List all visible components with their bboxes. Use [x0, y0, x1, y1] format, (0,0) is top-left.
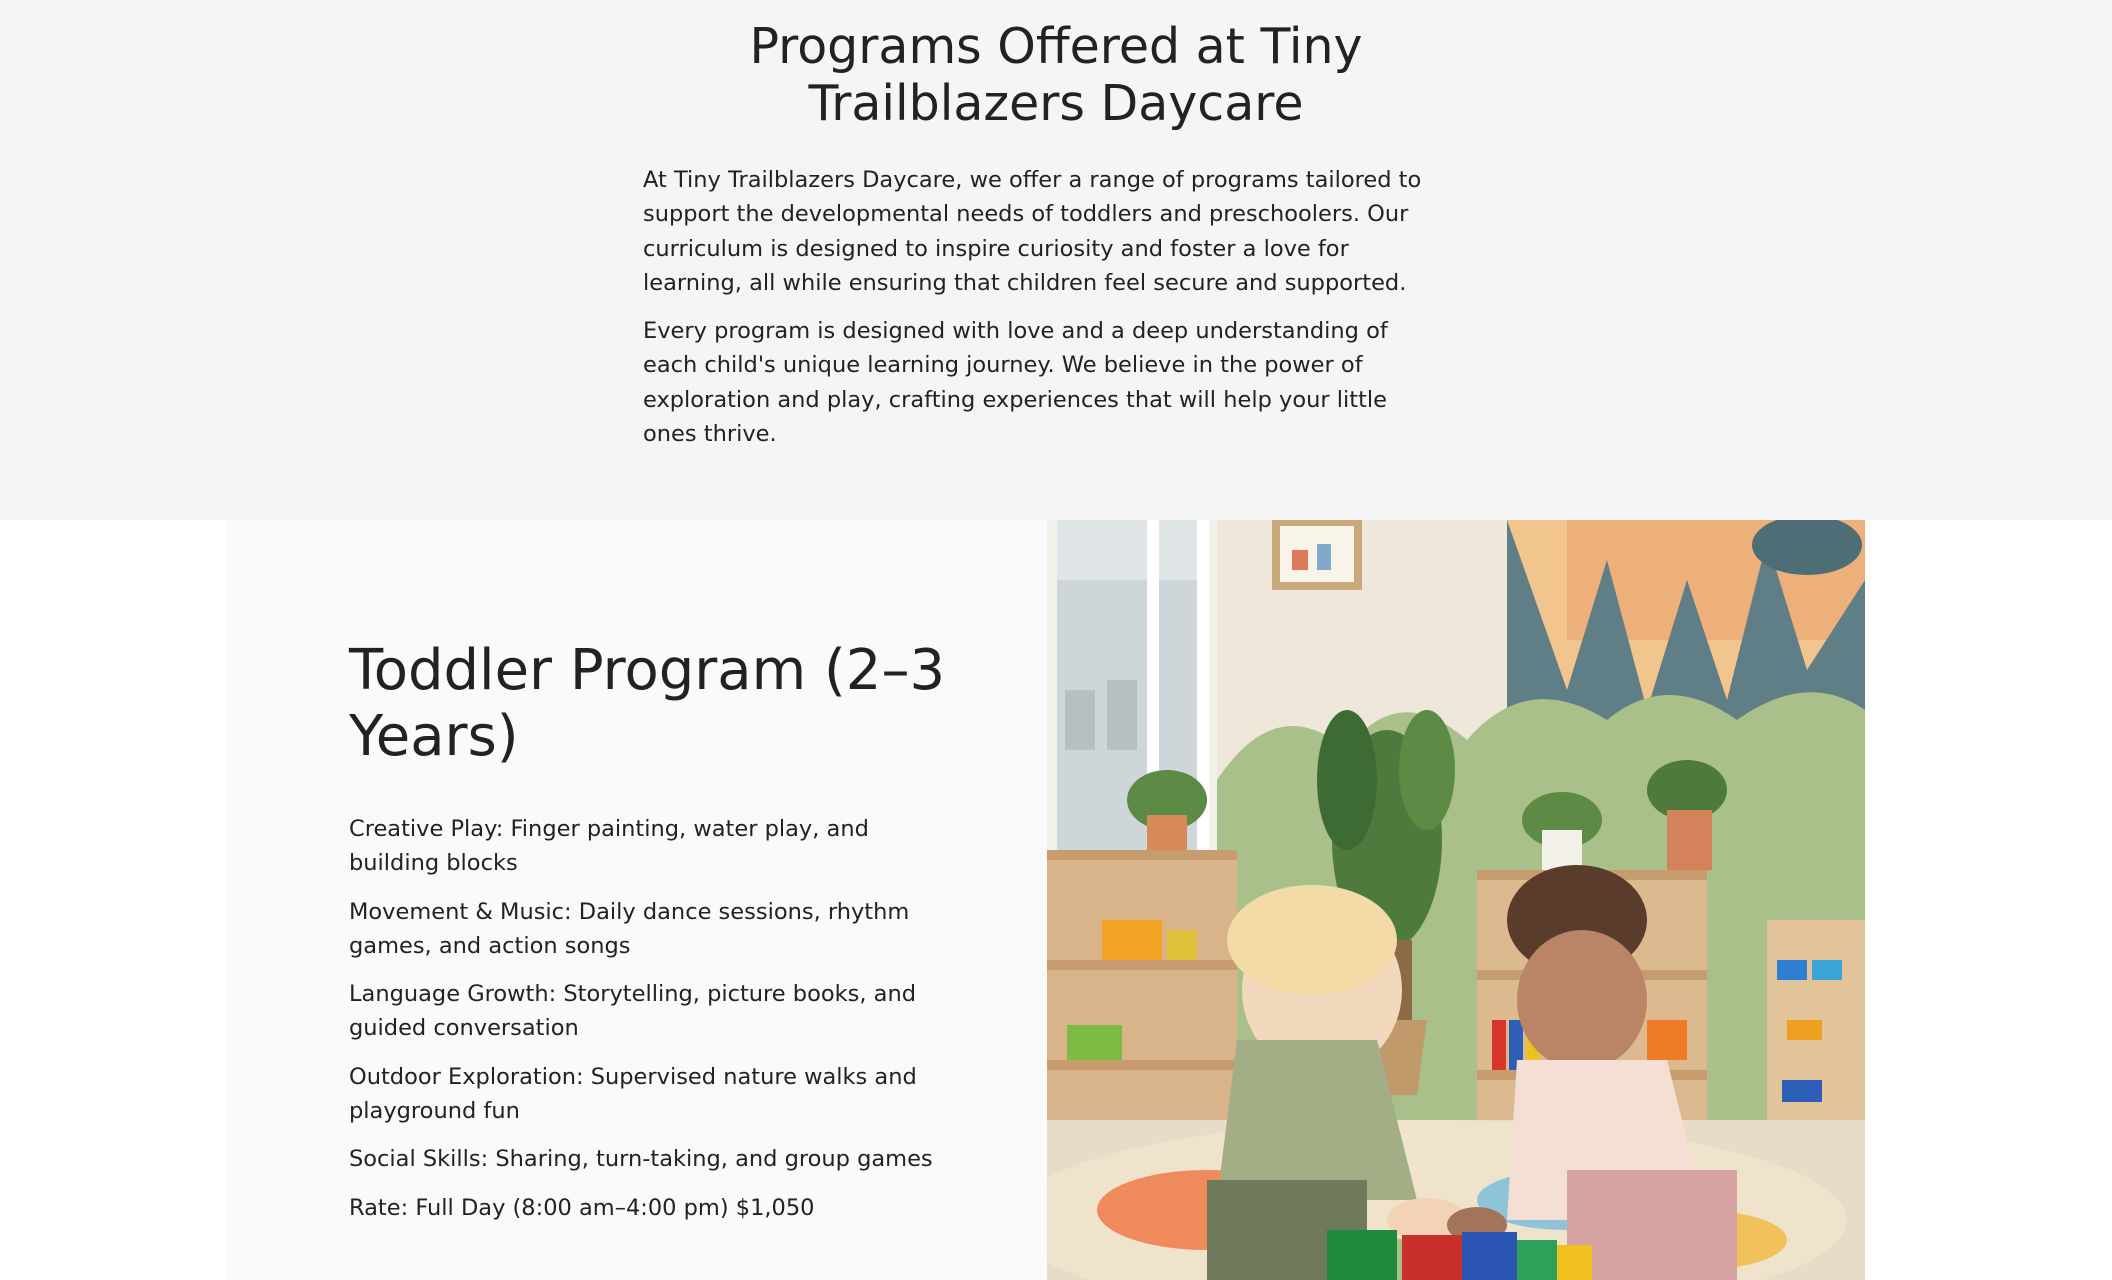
- toddler-program-section: [227, 520, 1865, 1280]
- program-rate: Rate: Full Day (8:00 am–4:00 pm) $1,050: [349, 1194, 815, 1221]
- program-feature-list: [349, 812, 949, 1239]
- intro-section: [0, 0, 2112, 520]
- page-title: Programs Offered at Tiny Trailblazers Daycare: [749, 18, 1363, 132]
- toddlers-playing-image: [1047, 520, 1865, 1280]
- program-title: Toddler Program (2–3 Years): [349, 638, 946, 769]
- list-item: Movement & Music: Daily dance sessions, rhythm games, and action songs: [349, 898, 910, 959]
- list-item: Language Growth: Storytelling, picture books, and guided conversation: [349, 981, 917, 1042]
- list-item: Creative Play: Finger painting, water play, and building blocks: [349, 816, 869, 877]
- intro-paragraph-1: At Tiny Trailblazers Daycare, we offer a range of programs tailored to support the developmental needs of toddlers and preschoolers. Our curriculum is designed to inspire curiosity and foster a love for learning, all while ensuring that children feel secure and supported.: [643, 167, 1422, 296]
- intro-paragraph-2: Every program is designed with love and a deep understanding of each child's unique learning journey. We believe in the power of exploration and play, crafting experiences that will help your little ones thrive.: [643, 318, 1388, 447]
- list-item: Social Skills: Sharing, turn-taking, and group games: [349, 1146, 933, 1173]
- list-item: Outdoor Exploration: Supervised nature walks and playground fun: [349, 1063, 917, 1125]
- program-text-panel: [227, 520, 1047, 1280]
